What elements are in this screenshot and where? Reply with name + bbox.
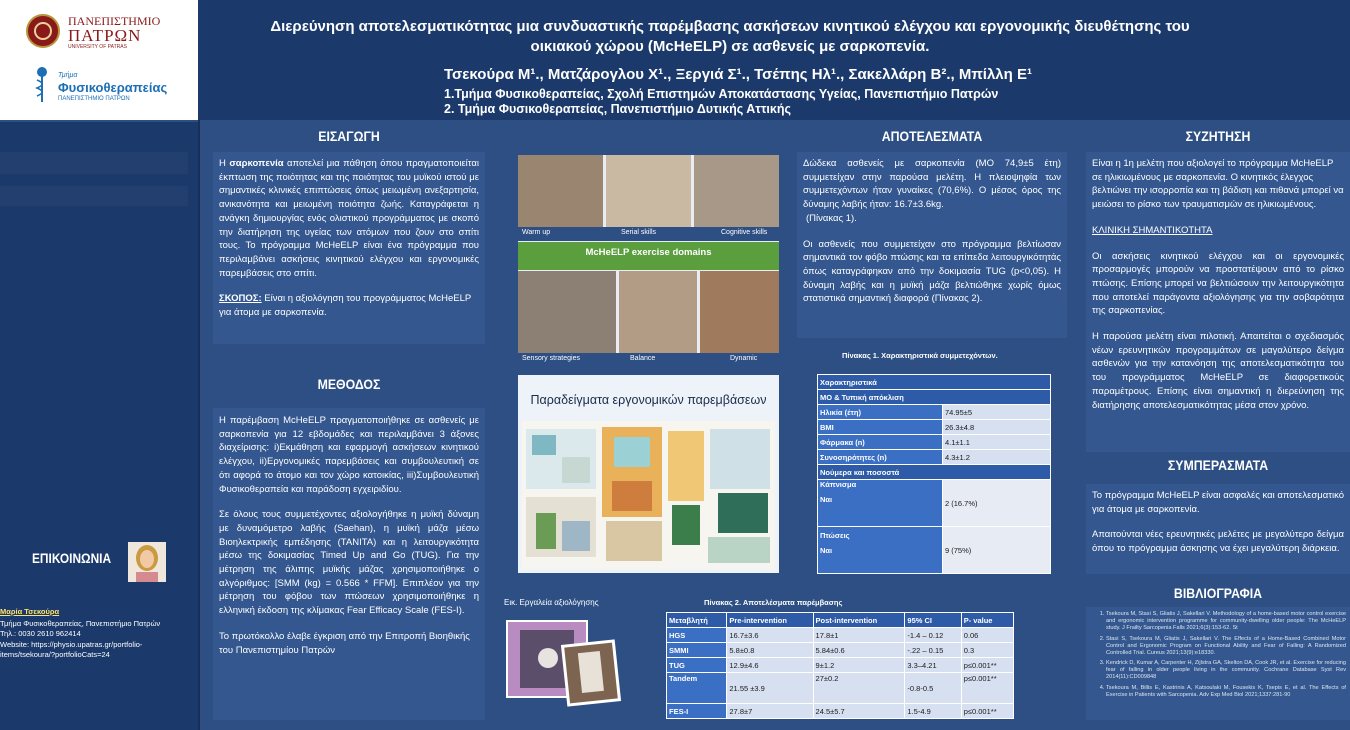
table-row xyxy=(818,405,1051,420)
department-logo xyxy=(28,66,188,108)
cell: 3.3–4.21 xyxy=(905,658,961,673)
table2-caption: Πίνακας 2. Αποτελέσματα παρέμβασης xyxy=(704,598,843,607)
cell: 5.84±0.6 xyxy=(813,643,905,658)
cell: 0.3 xyxy=(961,643,1013,658)
cell: 16.7±3.6 xyxy=(727,628,813,643)
ergonomic-illustration xyxy=(522,421,775,569)
table1-caption: Πίνακας 1. Χαρακτηριστικά συμμετεχόντων. xyxy=(842,351,998,360)
bottom-labels-bar xyxy=(518,353,779,367)
cell: 24.5±5.7 xyxy=(813,704,905,719)
title-line1: Διερεύνηση αποτελεσματικότητας μια συνδυαστικής παρέμβασης ασκήσεων κινητικού ελέγχου και εργονομικής διευθέτησης του xyxy=(270,18,1190,35)
falls-yes: Ναι xyxy=(820,546,833,555)
contact-name[interactable]: Μαρία Τσεκούρα xyxy=(0,607,60,616)
results-paragraph-2: Οι ασθενείς που συμμετείχαν στο πρόγραμμα βελτίωσαν σημαντικά τον φόβο πτώσης και τα επίπεδα λειτουργικότητάς όπως καταγράφηκαν από την δοκιμασία TUG (p<0,05). Η δύναμη λαβής και η μυϊκή μάζα βελτιώθηκε χωρίς όμως στατιστικά σημαντική διαφορά (Πίνακας 2). xyxy=(803,238,1061,305)
col-header: P- value xyxy=(961,613,1013,628)
table1-value: 4.1±1.1 xyxy=(943,435,1051,450)
aim-text: Είναι η αξιολόγηση του προγράμματος McHeELP για άτομα με σαρκοπενία. xyxy=(219,293,472,319)
logo-dept-line2: Φυσικοθεραπείας xyxy=(58,80,168,95)
top-labels-bar xyxy=(518,227,779,241)
logo-dept-line1: Τμήμα xyxy=(58,72,78,79)
col-header: Post-intervention xyxy=(813,613,905,628)
table1-falls xyxy=(818,527,943,574)
tools-caption: Εικ. Εργαλεία αξιολόγησης xyxy=(504,598,599,607)
cell: p≤0.001** xyxy=(961,673,1013,704)
table-row xyxy=(818,420,1051,435)
col-header: Μεταβλητή xyxy=(667,613,727,628)
label-sensory-strategies: Sensory strategies xyxy=(522,355,580,362)
intro-text: αποτελεί μια πάθηση όπου πραγματοποιείται έκπτωση της ποιότητας και της ποιότητας του μυϊκού ιστού με σημαντικές κλινικές επιπτώσεις όπως μειωμένη ανεξαρτησία, ανικανότητα και μειωμένη ποιότητα ζωής. Καταγράφεται η ανάγκη δημιουργίας ενός ολιστικού προγράμματος με σκοπό την διατήρηση της υγείας των ατόμων που ζουν στο σπίτι τους. Το πρόγραμμα McHeELP είναι ένα πρόγραμμα που περιλαμβάνει ασκήσεις κινητικού ελέγχου και εργονομικές παρεμβάσεις στο σπίτι. xyxy=(219,158,480,279)
ergonomic-examples-figure xyxy=(518,375,779,573)
table-row xyxy=(818,435,1051,450)
col-header: 95% CI xyxy=(905,613,961,628)
intro-box xyxy=(213,152,485,344)
table1-label: Φάρμακα (n) xyxy=(818,435,943,450)
authors: Τσεκούρα Μ¹., Ματζάρογλου Χ¹., Ξεργιά Σ¹., Τσέπης Ηλ¹., Σακελλάρη Β²., Μπίλλη Ε¹ xyxy=(444,66,1032,83)
methods-paragraph-2: Σε όλους τους συμμετέχοντες αξιολογήθηκε η μυϊκή δύναμη με δυναμόμετρο λαβής (Saehan), η μυϊκή μάζα μέσω Βιοηλεκτρικής εμπέδησης (TANITA) και η λειτουργικότητα μέσω της δοκιμασίας Timed Up and Go (TUG). Για την μέτρηση της άλιπης μυϊκής μάζας χρησιμοποιήθηκε ο αλγόριθμος: [SMM (kg) = 0.566 * FFM]. Επιπλέον για την μέτρηση του φόβου των πτώσεων χρησιμοποιήθηκε η ελληνική έκδοση της κλίμακας Fear Efficacy Scale (FES-I). xyxy=(219,509,479,617)
aim-label: ΣΚΟΠΟΣ: xyxy=(219,293,262,305)
cell: 27±0.2 xyxy=(813,673,905,704)
reference-item: 1. Tsekoura M, Stasi S, Gliatis J, Sakellari V. Methodology of a home-based motor control exercise and ergonomic intervention programme for community-dwelling older people: The McHeELP study. J Frailty Sarcopenia Falls 2021;6(3):153-62. St xyxy=(1106,611,1346,632)
falls-label: Πτώσεις xyxy=(820,531,850,540)
smoking-label: Κάπνισμα xyxy=(820,480,857,489)
methods-paragraph-1: Η παρέμβαση McHeELP πραγματοποιήθηκε σε ασθενείς με σαρκοπενία για 12 εβδομάδες και περιλαμβάνει 3 άξονες διαχείρισης: i)Εκμάθηση και εφαρμογή ασκήσεων κινητικού ελέγχου, ii)Εργονομικές παρεμβάσεις και συμβουλευτική σε ότι αφορά το άτομο και τον χώρο κατοικίας, iii)Συμβουλευτική Φυσικοθεραπεία και παράδοση εγχειριδίου. xyxy=(219,415,479,495)
photo-cognitive-skills xyxy=(694,155,779,227)
conclusions-paragraph-2: Απαιτούνται νέες ερευνητικές μελέτες με μεγαλύτερο δείγμα όπου το πρόγραμμα άσκησης να έχει μεγαλύτερη διάρκεια. xyxy=(1092,529,1344,555)
label-dynamic: Dynamic xyxy=(730,355,758,362)
label-balance: Balance xyxy=(630,355,656,362)
exercise-domains-banner: McHeELP exercise domains xyxy=(518,242,779,270)
results-paragraph-1: Δώδεκα ασθενείς με σαρκοπενία (ΜΟ 74,9±5 έτη) συμμετείχαν στην παρούσα μελέτη. Η πλειοψηφία των συμμετεχόντων ήταν γυναίκες (70,6%). Ο μέσος όρος της δύναμης λαβής ήταν: 16.7±3.6kg. xyxy=(803,158,1061,211)
intro-text-pre: Η xyxy=(219,158,230,169)
cell: 27.8±7 xyxy=(727,704,813,719)
results-box xyxy=(797,152,1067,338)
cell: HGS xyxy=(667,628,727,643)
cell: 9±1.2 xyxy=(813,658,905,673)
intro-keyword: σαρκοπενία xyxy=(229,158,284,169)
discussion-paragraph-1: Είναι η 1η μελέτη που αξιολογεί το πρόγραμμα McHeELP σε ηλικιωμένους με σαρκοπενία. Ο κινητικός έλεγχος βελτιώνει την ισορροπία και τη βάδιση και πιθανά μπορεί να μειώσει το ρίσκο των τραυματισμών σε ηλικιωμένους. xyxy=(1092,158,1344,211)
table1-value: 26.3±4.8 xyxy=(943,420,1051,435)
table1-subheader: ΜΟ & Τυπική απόκλιση xyxy=(818,390,1051,405)
contact-heading: ΕΠΙΚΟΙΝΩΝΙΑ xyxy=(32,550,112,566)
affiliation-1: 1.Τμήμα Φυσικοθεραπείας, Σχολή Επιστημών Αποκατάστασης Υγείας, Πανεπιστήμιο Πατρών xyxy=(444,87,999,101)
table-row xyxy=(818,450,1051,465)
table1-value: 74.95±5 xyxy=(943,405,1051,420)
photo-serial-skills xyxy=(606,155,691,227)
references-heading: ΒΙΒΛΙΟΓΡΑΦΙΑ xyxy=(1173,585,1263,601)
assessment-tools-photo-2 xyxy=(561,639,621,706)
conclusions-heading: ΣΥΜΠΕΡΑΣΜΑΤΑ xyxy=(1167,457,1269,473)
cell: SMMI xyxy=(667,643,727,658)
reference-item: 4. Tsekoura M, Billis E, Kastrinis A, Katsoulaki M, Fousekis K, Tsepis E, et al. The Effects of Exercise in Patients with Sarcopenia. Adv Exp Med Biol 2021;1337:281-90 xyxy=(1106,685,1346,699)
smoking-yes: Ναι xyxy=(820,495,833,504)
cell: FES-I xyxy=(667,704,727,719)
table1-counts-header: Νούμερα και ποσοστά xyxy=(818,465,1051,480)
logo-univ-line2: ΠΑΤΡΩΝ xyxy=(68,26,142,45)
title-line2: οικιακού χώρου (McHeELP) σε ασθενείς με σαρκοπενία. xyxy=(530,38,930,55)
photo-balance xyxy=(619,271,697,353)
table1-label: BMI xyxy=(818,420,943,435)
cell: 1.5-4.9 xyxy=(905,704,961,719)
cell: 12.9±4.6 xyxy=(727,658,813,673)
table-row xyxy=(667,658,1014,673)
contact-website[interactable]: Website: https://physio.upatras.gr/portfolio- xyxy=(0,640,143,649)
contact-phone: Τηλ.: 0030 2610 962414 xyxy=(0,629,81,638)
contact-website-2[interactable]: items/tsekoura/?portfolioCats=24 xyxy=(0,650,110,659)
exercise-domains-figure xyxy=(518,155,779,367)
falls-value: 9 (75%) xyxy=(943,527,1051,574)
results-table-reference: (Πίνακας 1). xyxy=(806,212,857,224)
references-list xyxy=(1090,611,1346,699)
intervention-results-table xyxy=(666,612,1014,719)
logo-area xyxy=(0,0,198,120)
conclusions-paragraph-1: Το πρόγραμμα McHeELP είναι ασφαλές και αποτελεσματικό για άτομα με σαρκοπενία. xyxy=(1092,490,1344,515)
sidebar-band xyxy=(0,186,188,206)
cell: 17.8±1 xyxy=(813,628,905,643)
logo-univ-line1: ΠΑΝΕΠΙΣΤΗΜΙΟ xyxy=(68,14,161,28)
discussion-box xyxy=(1086,152,1350,452)
table1-value: 4.3±1.2 xyxy=(943,450,1051,465)
discussion-paragraph-3: Η παρούσα μελέτη είναι πιλοτική. Απαιτείται ο σχεδιασμός νέων ερευνητικών προγραμμάτων σε μαγαλύτερο δείγμα ασθενών για την κατανόηση της αποτελεσματικότητα του του προγράμματος McHeELP σε διαφορετικούς παραμέτρους. Επίσης είναι σημαντική η διερεύνηση της διατήρησης αποτελεσματικότητας μέσα στον χρόνο. xyxy=(1092,331,1344,411)
photo-dynamic xyxy=(700,271,779,353)
conclusions-box xyxy=(1086,484,1350,574)
smoking-value: 2 (16.7%) xyxy=(943,480,1051,527)
results-heading: ΑΠΟΤΕΛΕΣΜΑΤΑ xyxy=(881,128,983,144)
label-cognitive-skills: Cognitive skills xyxy=(721,229,768,236)
left-sidebar xyxy=(0,122,198,730)
table-row xyxy=(667,673,1014,704)
affiliation-2: 2. Τμήμα Φυσικοθεραπείας, Πανεπιστήμιο Δυτικής Αττικής xyxy=(444,102,792,116)
table-row xyxy=(818,480,1051,527)
logo-univ-line3: UNIVERSITY OF PATRAS xyxy=(68,44,127,50)
methods-heading: ΜΕΘΟΔΟΣ xyxy=(317,376,381,392)
cell: 0.06 xyxy=(961,628,1013,643)
affiliations xyxy=(444,87,998,117)
cell: p≤0.001** xyxy=(961,704,1013,719)
table1-label: Ηλικία (έτη) xyxy=(818,405,943,420)
reference-item: 2. Stasi S, Tsekoura M, Gliatis J, Sakellari V. The Effects of a Home-Based Combined Motor Control and Ergonomic Program on Functional Ability and Fear of Falling: A Randomized Controlled Trial. Cureus 2021;13(9):e18330. xyxy=(1106,636,1346,657)
cell: -.22 – 0.15 xyxy=(905,643,961,658)
reference-item: 3. Kendrick D, Kumar A, Carpenter H, Zijlstra GA, Skelton DA, Cook JR, et al. Exercise for reducing fear of falling in older people living in the community. Cochrane Database Syst Rev 2014(11):CD009848 xyxy=(1106,660,1346,681)
avatar xyxy=(128,542,166,582)
discussion-paragraph-2: Οι ασκήσεις κινητικού ελέγχου και οι εργονομικές προσαρμογές μπορούν να προστατέψουν από το ρίσκο πτώσης. Επίσης μπορεί να βελτιώσουν την λειτουργικότητα που αποτελεί παράγοντα αξιολόγησης για την σοβαρότητα της σαρκοπενίας. xyxy=(1092,250,1344,317)
label-serial-skills: Serial skills xyxy=(621,229,657,236)
column-divider xyxy=(198,120,200,730)
university-seal-icon xyxy=(26,14,60,48)
discussion-heading: ΣΥΖΗΤΗΣΗ xyxy=(1185,128,1251,144)
cell: TUG xyxy=(667,658,727,673)
poster-title xyxy=(210,17,1250,57)
table-row xyxy=(818,527,1051,574)
label-warm-up: Warm up xyxy=(522,229,551,236)
contact-department: Τμήμα Φυσικοθεραπείας, Πανεπιστήμιο Πατρών xyxy=(0,619,161,628)
references-box xyxy=(1086,607,1350,720)
table-header-row xyxy=(667,613,1014,628)
photo-sensory-strategies xyxy=(518,271,616,353)
university-logo xyxy=(26,12,176,52)
cell: Tandem xyxy=(667,673,727,704)
cell: -1.4 – 0.12 xyxy=(905,628,961,643)
clinical-significance-heading: ΚΛΙΝΙΚΗ ΣΗΜΑΝΤΙΚΟΤΗΤΑ xyxy=(1092,224,1213,236)
cell: 21.55 ±3.9 xyxy=(727,673,813,704)
table1-header: Χαρακτηριστικά xyxy=(818,375,1051,390)
col-header: Pre-intervention xyxy=(727,613,813,628)
table1-label: Συνοσηρότητες (n) xyxy=(818,450,943,465)
methods-box xyxy=(213,408,485,720)
table-row xyxy=(667,643,1014,658)
methods-paragraph-3: Το πρωτόκολλο έλαβε έγκριση από την Επιτροπή Βιοηθικής του Πανεπιστημίου Πατρών xyxy=(219,630,470,656)
cell: -0.8-0.5 xyxy=(905,673,961,704)
ergonomic-figure-title: Παραδείγματα εργονομικών παρεμβάσεων xyxy=(530,393,767,407)
intro-heading: ΕΙΣΑΓΩΓΗ xyxy=(318,128,380,144)
sidebar-band xyxy=(0,152,188,174)
participants-table xyxy=(817,374,1051,574)
table-row xyxy=(667,704,1014,719)
logo-dept-line3: ΠΑΝΕΠΙΣΤΗΜΙΟ ΠΑΤΡΩΝ xyxy=(58,96,130,102)
table-row xyxy=(667,628,1014,643)
cell: 5.8±0.8 xyxy=(727,643,813,658)
table1-smoking xyxy=(818,480,943,527)
cell: p≤0.001** xyxy=(961,658,1013,673)
photo-warm-up xyxy=(518,155,603,227)
caduceus-icon xyxy=(34,66,50,104)
